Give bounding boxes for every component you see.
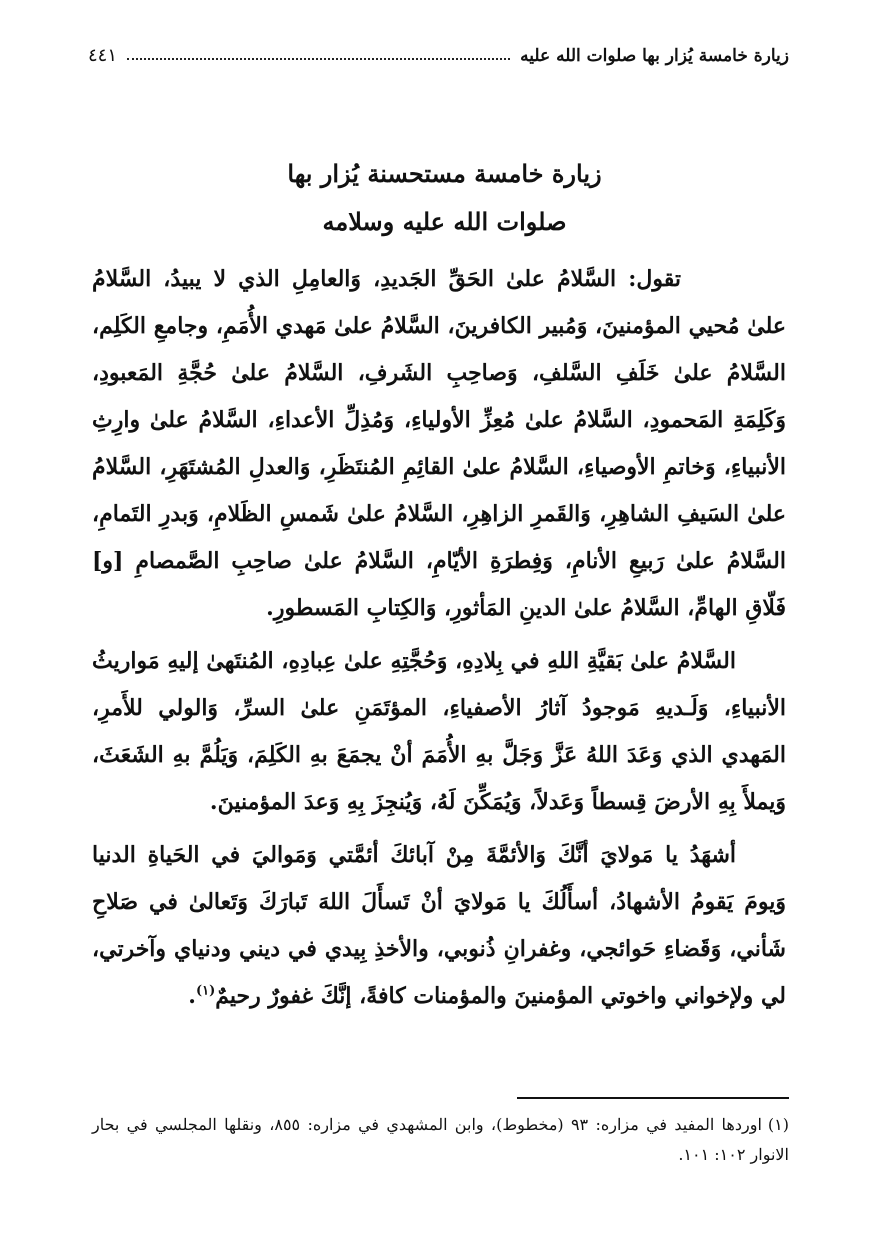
paragraph-3 [92, 832, 786, 1020]
footnote-reference: (١) [195, 983, 216, 999]
body-text [92, 256, 786, 1026]
paragraph-1: تقول: السَّلامُ علىٰ الحَقِّ الجَديدِ، وَالعامِلِ الذي لا يبيدُ، السَّلامُ علىٰ مُحيي المؤمنينَ، وَمُبير الكافرينَ، السَّلامُ علىٰ مَهدي الأُمَمِ، وجامعِ الكَلِم، السَّلامُ علىٰ خَلَفِ السَّلفِ، وَصاحِبِ الشَرفِ، السَّلامُ علىٰ حُجَّةِ المَعبودِ، وَكَلِمَةِ المَحمودِ، السَّلامُ علىٰ مُعِزِّ الأولياءِ، وَمُذِلِّ الأعداءِ، السَّلامُ علىٰ وارِثِ الأنبياءِ، وَخاتمِ الأوصياءِ، السَّلامُ علىٰ القائِمِ المُنتَظَرِ، وَالعدلِ المُشتَهَرِ، السَّلامُ علىٰ السَيفِ الشاهِرِ، وَالقَمرِ الزاهِرِ، السَّلامُ علىٰ شَمسِ الظَلامِ، وَبدرِ التَمامِ، السَّلامُ علىٰ رَبيعِ الأنامِ، وَفِطرَةِ الأيّامِ، السَّلامُ علىٰ صاحِبِ الصَّمصامِ [و] فَلّاقِ الهامِّ، السَّلامُ علىٰ الدينِ المَأثورِ، وَالكِتابِ المَسطورِ. [92, 266, 787, 621]
page-number: ٤٤١ [88, 45, 118, 66]
running-header [88, 36, 789, 66]
closing-punctuation: . [188, 983, 196, 1009]
footnote-marker: (١) [767, 1115, 789, 1134]
title-line-2: صلوات الله عليه وسلامه [322, 207, 567, 236]
dot-leader [127, 57, 510, 60]
paragraph-3-text: أشهَدُ يا مَولايَ أنَّكَ وَالأئمَّةَ مِنْ آبائكَ أئمَّتي وَمَواليَ في الحَياةِ الدنيا وَيومَ يَقومُ الأشهادُ، أسأَلُكَ يا مَولايَ أنْ تَسأَلَ اللهَ تَبارَكَ وَتَعالىٰ في صَلاحِ شَأني، وَقَضاءِ حَوائجي، وغفرانِ ذُنوبي، والأخذِ بِيدي في ديني ودنياي وآخرتي، لي ولإخواني واخوتي المؤمنينَ والمؤمنات كافةً، إنَّكَ غفورٌ رحيمٌ [92, 842, 786, 1009]
paragraph-2: السَّلامُ علىٰ بَقيَّةِ اللهِ في بِلادِهِ، وَحُجَّتِهِ علىٰ عِبادِهِ، المُنتَهىٰ إليهِ مَواريثُ الأنبياءِ، وَلَـديهِ مَوجودُ آثارُ الأصفياءِ، المؤتَمَنِ علىٰ السرِّ، وَالولي للأَمرِ، المَهدي الذي وَعَدَ اللهُ عَزَّ وَجَلَّ بهِ الأُمَمَ أنْ يجمَعَ بهِ الكَلِمَ، وَيَلُمَّ بهِ الشَعَثَ، وَيملأَ بِهِ الأرضَ قِسطاً وَعَدلاً، وَيُمَكِّنَ لَهُ، وَيُنجِزَ بِهِ وَعدَ المؤمنينَ. [92, 648, 786, 815]
footnotes [92, 1110, 789, 1170]
running-title: زيارة خامسة يُزار بها صلوات الله عليه [520, 46, 789, 66]
footnote-text: اوردها المفيد في مزاره: ٩٣ (مخطوط)، وابن المشهدي في مزاره: ٨٥٥، ونقلها المجلسي في بحار الانوار ١٠٢: ١٠١. [92, 1115, 789, 1164]
footnote-item [92, 1110, 789, 1170]
title-line-1: زيارة خامسة مستحسنة يُزار بها [287, 159, 602, 188]
footnote-separator [517, 1097, 789, 1099]
section-title [100, 150, 789, 246]
